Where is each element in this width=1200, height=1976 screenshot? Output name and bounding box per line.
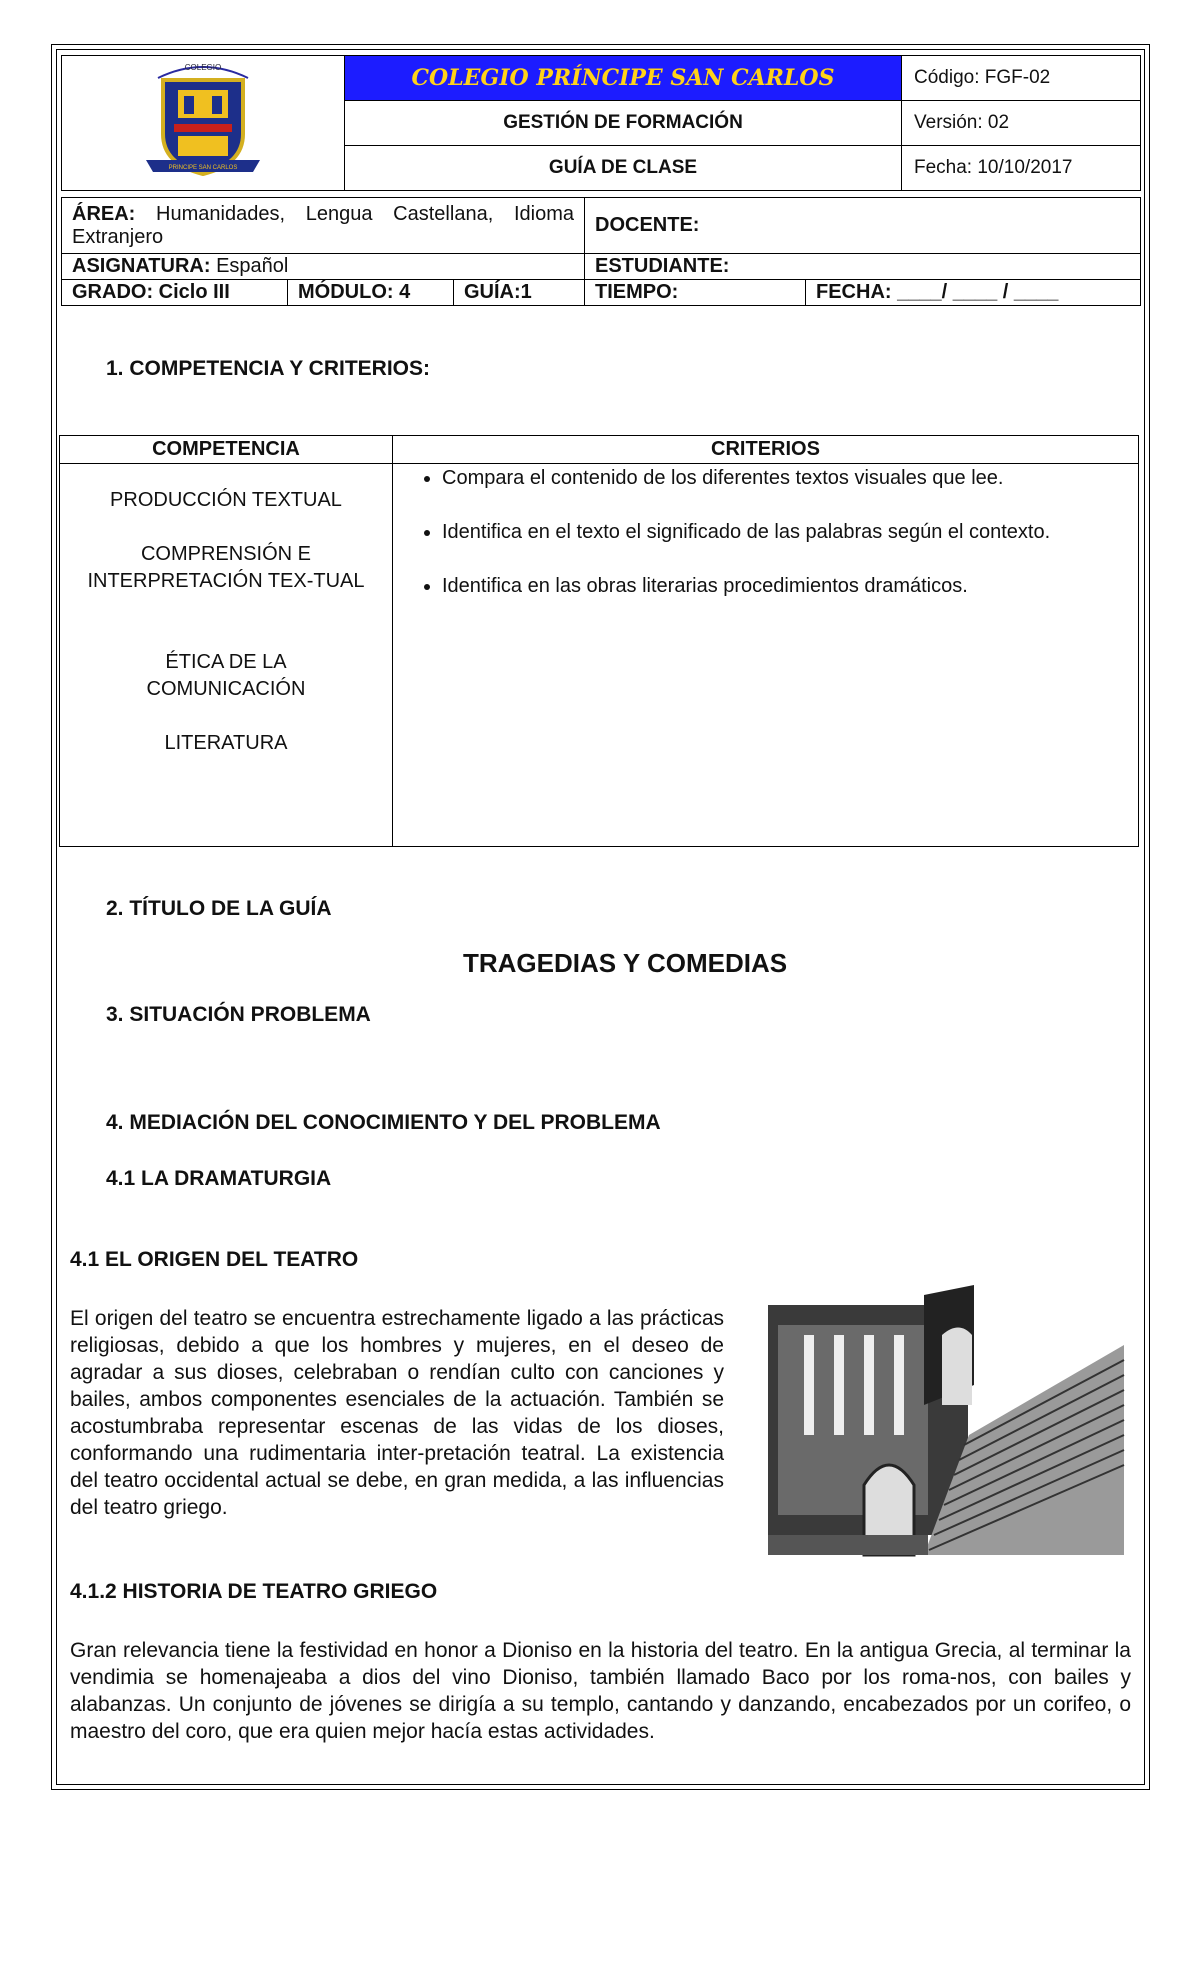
competencia-item: PRODUCCIÓN TEXTUAL xyxy=(110,489,342,511)
doc-date: Fecha: 10/10/2017 xyxy=(902,146,1141,191)
doc-version: Versión: 02 xyxy=(902,101,1141,146)
logo-text-top: COLEGIO xyxy=(184,63,222,72)
header-table xyxy=(61,55,1141,191)
competencias-list xyxy=(60,464,393,847)
info-table xyxy=(61,197,1141,306)
school-logo xyxy=(62,56,345,191)
section-412-heading: 4.1.2 HISTORIA DE TEATRO GRIEGO xyxy=(70,1580,438,1603)
doc-code: Código: FGF-02 xyxy=(902,56,1141,101)
docente-label: DOCENTE: xyxy=(585,198,1141,254)
doc-subtitle: GESTIÓN DE FORMACIÓN xyxy=(345,101,902,146)
section-3-heading: 3. SITUACIÓN PROBLEMA xyxy=(106,1003,371,1026)
area-value: Humanidades, Lengua Castellana, Idioma Extranjero xyxy=(72,202,574,248)
school-name: COLEGIO PRÍNCIPE SAN CARLOS xyxy=(345,56,902,101)
competencia-header: COMPETENCIA xyxy=(60,436,393,464)
section-41-heading: 4.1 LA DRAMATURGIA xyxy=(106,1167,332,1190)
criterio-item: • Identifica en las obras literarias procedimientos dramáticos. xyxy=(442,573,1127,600)
criterios-header: CRITERIOS xyxy=(393,436,1139,464)
section-2-heading: 2. TÍTULO DE LA GUÍA xyxy=(106,897,332,920)
competencias-table xyxy=(59,435,1139,847)
section-1-heading: 1. COMPETENCIA Y CRITERIOS: xyxy=(106,357,430,380)
area-label: ÁREA: xyxy=(72,202,136,225)
criterios-list xyxy=(393,464,1139,847)
competencia-item: LITERATURA xyxy=(164,732,288,754)
criterio-item: • Identifica en el texto el significado de las palabras según el contexto. xyxy=(442,519,1127,546)
theater-illustration xyxy=(764,1265,1130,1579)
grado-cell: GRADO: Ciclo III xyxy=(62,280,288,306)
criterio-item: • Compara el contenido de los diferentes textos visuales que lee. xyxy=(442,465,1127,492)
section-41-origin-heading: 4.1 EL ORIGEN DEL TEATRO xyxy=(70,1248,359,1271)
origen-paragraph: El origen del teatro se encuentra estrechamente ligado a las prácticas religiosas, debido a que los hombres y mujeres, en el deseo de agradar a sus dioses, celebraban o rendían culto con canciones y bailes, ambos componentes esenciales de la actuación. También se acostumbraba representar escenas de las vidas de los dioses, conformando una rudimentaria inter-pretación teatral. La existencia del teatro occidental actual se debe, en gran medida, a las influencias del teatro griego. xyxy=(70,1307,724,1519)
tiempo-cell: TIEMPO: xyxy=(585,280,806,306)
area-cell xyxy=(62,198,585,254)
section-4-heading: 4. MEDIACIÓN DEL CONOCIMIENTO Y DEL PROBLEMA xyxy=(106,1111,661,1134)
doc-type: GUÍA DE CLASE xyxy=(345,146,902,191)
competencia-item: ÉTICA DE LA COMUNICACIÓN xyxy=(146,651,306,700)
estudiante-label: ESTUDIANTE: xyxy=(585,254,1141,280)
asignatura-label: ASIGNATURA: xyxy=(72,255,211,277)
logo-text-bottom: PRINCIPE SAN CARLOS xyxy=(168,165,238,171)
competencia-item: COMPRENSIÓN E INTERPRETACIÓN TEX-TUAL xyxy=(87,543,365,592)
guide-title: TRAGEDIAS Y COMEDIAS xyxy=(463,948,788,978)
guia-cell: GUÍA:1 xyxy=(454,280,585,306)
asignatura-cell xyxy=(62,254,585,280)
fecha-cell: FECHA: ____/ ____ / ____ xyxy=(806,280,1141,306)
modulo-cell: MÓDULO: 4 xyxy=(288,280,454,306)
historia-paragraph: Gran relevancia tiene la festividad en honor a Dioniso en la historia del teatro. En la antigua Grecia, al terminar la vendimia se homenajeaba a dios del vino Dioniso, también llamado Baco por los roma-nos, con bailes y alabanzas. Un conjunto de jóvenes se dirigía a su templo, cantando y danzando, encabezados por un corifeo, o maestro del coro, que era quien mejor hacía estas actividades. xyxy=(70,1639,1131,1743)
asignatura-value: Español xyxy=(210,255,289,277)
